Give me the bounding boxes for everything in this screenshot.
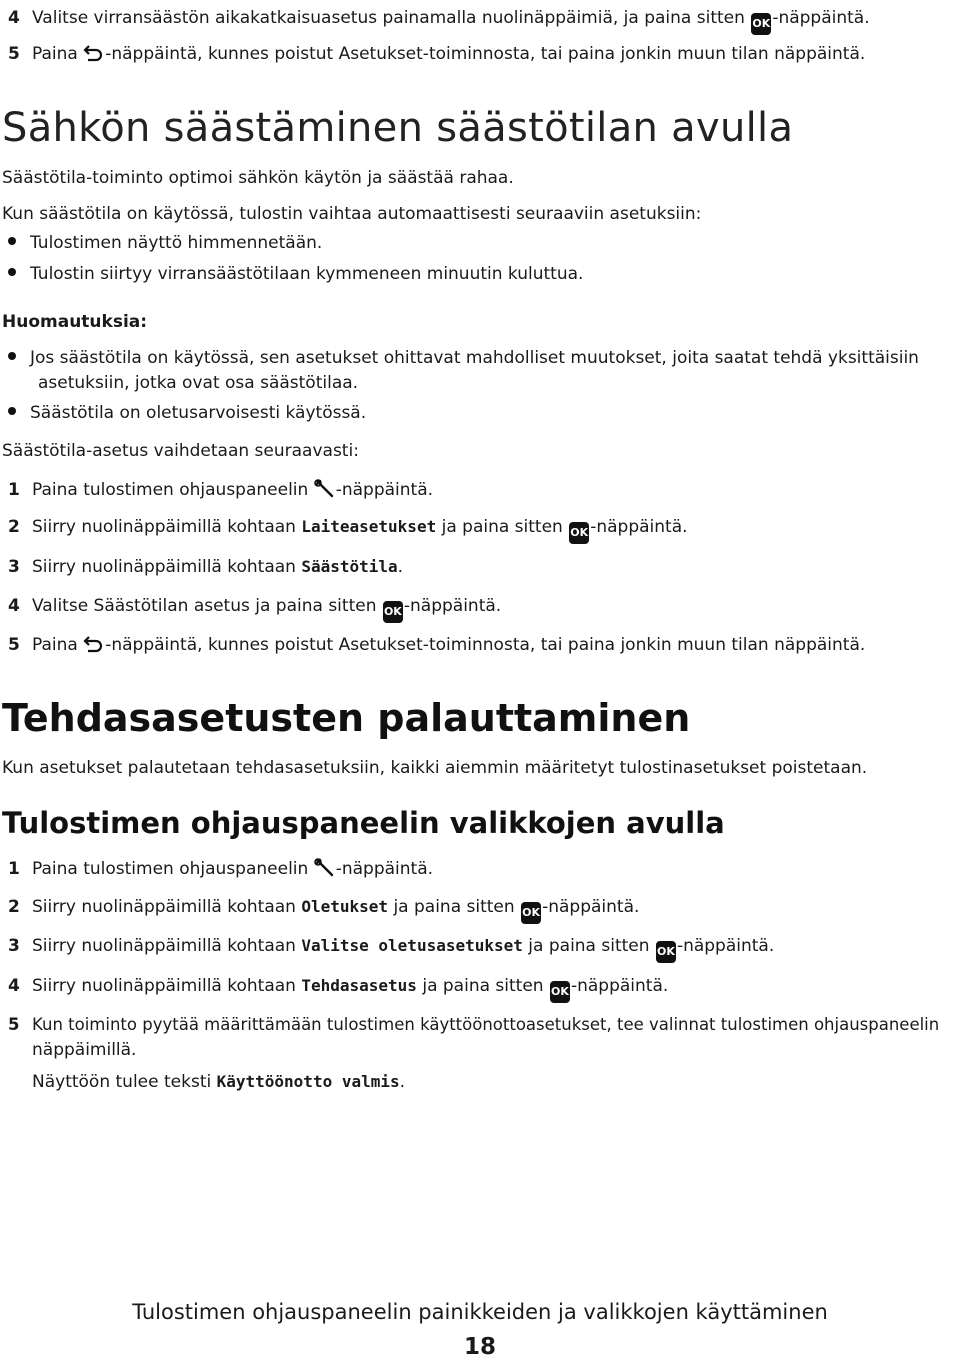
wrench-icon xyxy=(314,858,336,878)
wrench-icon xyxy=(314,479,336,499)
step-number: 4 xyxy=(8,976,20,996)
step-number: 1 xyxy=(8,480,20,500)
menu-item-code: Tehdasasetus xyxy=(301,976,417,995)
step-1 xyxy=(8,478,433,502)
step-text-end: -näppäintä. xyxy=(772,8,870,28)
step-number: 4 xyxy=(8,8,20,28)
step-5 xyxy=(8,1013,939,1037)
bullet-dot xyxy=(8,407,16,415)
section-intro: Säästötila-toiminto optimoi sähkön käytön ja säästää rahaa. xyxy=(2,168,514,188)
step-text-end: -näppäintä. xyxy=(335,859,434,879)
step-3 xyxy=(8,934,774,963)
bullet-text: Tulostin siirtyy virransäästötilaan kymmeneen minuutin kuluttua. xyxy=(30,264,584,284)
section-lead: Kun säästötila on käytössä, tulostin vaihtaa automaattisesti seuraaviin asetuksiin: xyxy=(2,204,702,224)
step-result xyxy=(32,1070,405,1094)
subsection-title: Tulostimen ohjauspaneelin valikkojen avulla xyxy=(2,806,725,840)
note-item xyxy=(8,346,919,370)
bullet-item xyxy=(8,231,322,255)
step-number: 1 xyxy=(8,859,20,879)
step-number: 5 xyxy=(8,44,20,64)
step-text-mid: ja paina sitten xyxy=(416,976,549,996)
step-text-mid: ja paina sitten xyxy=(436,517,569,537)
display-message-code: Käyttöönotto valmis xyxy=(216,1072,400,1091)
step-number: 3 xyxy=(8,557,20,577)
footer-chapter-title: Tulostimen ohjauspaneelin painikkeiden ja valikkojen käyttäminen xyxy=(132,1300,828,1324)
step-text: Siirry nuolinäppäimillä kohtaan xyxy=(32,936,302,956)
step-text-end: -näppäintä, kunnes poistut Asetukset-toiminnosta, tai paina jonkin muun tilan näppäintä. xyxy=(105,635,866,655)
step-text: Paina tulostimen ohjauspaneelin xyxy=(32,480,314,500)
ok-button-icon: OK xyxy=(569,522,589,544)
step-text: Siirry nuolinäppäimillä kohtaan xyxy=(32,557,302,577)
ok-button-icon: OK xyxy=(550,981,570,1003)
step-number: 2 xyxy=(8,517,20,537)
note-text-continued: asetuksiin, jotka ovat osa säästötilaa. xyxy=(38,373,359,393)
ok-button-icon: OK xyxy=(751,13,771,35)
step-1 xyxy=(8,857,433,881)
ok-button-icon: OK xyxy=(383,601,403,623)
ok-button-icon: OK xyxy=(656,941,676,963)
notes-label: Huomautuksia: xyxy=(2,312,148,332)
step-text: Paina xyxy=(32,635,84,655)
note-item xyxy=(8,401,366,425)
page-number: 18 xyxy=(463,1334,496,1360)
step-text-end: -näppäintä. xyxy=(570,976,669,996)
step-text-end: -näppäintä. xyxy=(335,480,434,500)
step-text: Kun toiminto pyytää määrittämään tulostimen käyttöönottoasetukset, tee valinnat tulostimen ohjauspaneelin xyxy=(32,1015,940,1034)
step-text: Valitse virransäästön aikakatkaisuasetus painamalla nuolinäppäimiä, ja paina sitten xyxy=(32,8,751,28)
step-4 xyxy=(8,594,501,623)
back-arrow-icon xyxy=(83,43,105,63)
step-text: Siirry nuolinäppäimillä kohtaan xyxy=(32,517,302,537)
step-3 xyxy=(8,555,403,579)
step-text: Siirry nuolinäppäimillä kohtaan xyxy=(32,897,302,917)
step-text: Paina tulostimen ohjauspaneelin xyxy=(32,859,314,879)
top-step-4 xyxy=(8,6,870,35)
note-text: Säästötila on oletusarvoisesti käytössä. xyxy=(30,403,367,423)
result-text-end: . xyxy=(399,1072,406,1092)
bullet-dot xyxy=(8,237,16,245)
ok-button-icon: OK xyxy=(521,902,541,924)
step-text: Paina xyxy=(32,44,84,64)
menu-item-code: Laiteasetukset xyxy=(301,517,437,536)
result-text: Näyttöön tulee teksti xyxy=(32,1072,217,1092)
steps-lead: Säästötila-asetus vaihdetaan seuraavasti: xyxy=(2,441,359,461)
step-number: 2 xyxy=(8,897,20,917)
step-text-continued: näppäimillä. xyxy=(32,1040,137,1060)
bullet-dot xyxy=(8,268,16,276)
step-text: Siirry nuolinäppäimillä kohtaan xyxy=(32,976,302,996)
step-text-end: -näppäintä. xyxy=(590,517,688,537)
menu-item-code: Oletukset xyxy=(301,897,389,916)
step-number: 3 xyxy=(8,936,20,956)
step-text-end: -näppäintä. xyxy=(403,596,502,616)
section-title-energy-saving: Sähkön säästäminen säästötilan avulla xyxy=(2,105,794,151)
note-text: Jos säästötila on käytössä, sen asetukset ohittavat mahdolliset muutokset, joita saatat tehdä yksittäisiin xyxy=(30,348,919,368)
step-2 xyxy=(8,895,639,924)
section-title-factory-reset: Tehdasasetusten palauttaminen xyxy=(2,696,691,740)
step-text-end: . xyxy=(397,557,404,577)
step-number: 5 xyxy=(8,1015,20,1034)
menu-item-code: Valitse oletusasetukset xyxy=(301,936,523,955)
section-intro: Kun asetukset palautetaan tehdasasetuksiin, kaikki aiemmin määritetyt tulostinasetukset poistetaan. xyxy=(2,758,868,778)
step-text-end: -näppäintä. xyxy=(676,936,775,956)
step-2 xyxy=(8,515,688,544)
top-step-5 xyxy=(8,42,865,66)
step-5 xyxy=(8,633,865,657)
step-text-mid: ja paina sitten xyxy=(388,897,521,917)
step-number: 4 xyxy=(8,596,20,616)
back-arrow-icon xyxy=(83,634,105,654)
step-4 xyxy=(8,974,668,1003)
bullet-text: Tulostimen näyttö himmennetään. xyxy=(30,233,323,253)
step-text-mid: ja paina sitten xyxy=(522,936,655,956)
menu-item-code: Säästötila xyxy=(301,557,398,576)
bullet-dot xyxy=(8,352,16,360)
bullet-item xyxy=(8,262,583,286)
step-text: Valitse Säästötilan asetus ja paina sitten xyxy=(32,596,382,616)
step-text-end: -näppäintä, kunnes poistut Asetukset-toiminnosta, tai paina jonkin muun tilan näppäintä. xyxy=(105,44,866,64)
step-text-end: -näppäintä. xyxy=(542,897,640,917)
step-number: 5 xyxy=(8,635,20,655)
